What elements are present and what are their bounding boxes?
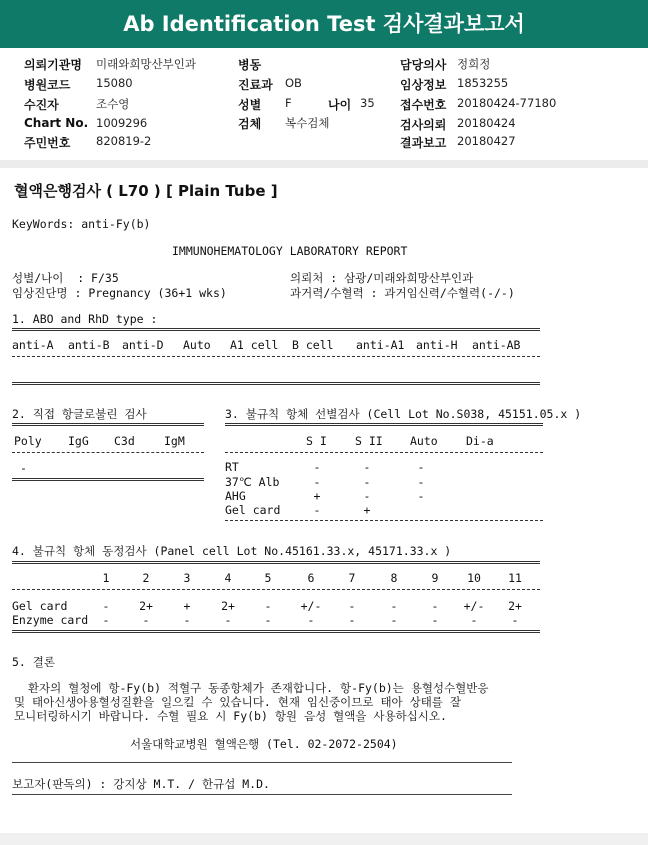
screen-cell: - — [363, 475, 371, 489]
screen-cell: - — [313, 503, 321, 517]
abo-b-cell: B cell — [292, 338, 334, 352]
panel-result-cell: - — [264, 599, 272, 613]
divider — [12, 356, 540, 357]
request-label: 검사의뢰 — [400, 118, 447, 132]
screen-cell: - — [363, 460, 371, 474]
sex-value: F — [285, 96, 292, 110]
panel-cell-number: 2 — [142, 571, 150, 585]
keywords: KeyWords: anti-Fy(b) — [12, 217, 151, 231]
age-label: 나이 — [328, 98, 352, 112]
doctor-value: 정희정 — [457, 57, 491, 71]
panel-result-cell: +/- — [463, 599, 485, 613]
section4-title: 4. 불규칙 항체 동정검사 (Panel cell Lot No.45161.33.x, 45171.33.x ) — [12, 544, 452, 558]
dat-poly: Poly — [14, 434, 42, 448]
divider — [12, 328, 540, 331]
panel-cell-number: 10 — [467, 571, 481, 585]
screen-cell: - — [313, 460, 321, 474]
abo-anti-h: anti-H — [416, 338, 458, 352]
screen-si: S I — [306, 434, 327, 448]
rrn-value: 820819-2 — [96, 134, 152, 148]
patient-info-panel — [0, 48, 648, 160]
diagnosis-line: 임상진단명 : Pregnancy (36+1 wks) — [12, 286, 227, 300]
lab-report-title: IMMUNOHEMATOLOGY LABORATORY REPORT — [172, 244, 408, 258]
panel-result-cell: 2+ — [221, 599, 235, 613]
screen-cell: - — [313, 475, 321, 489]
conclusion-line: 모니터링하시기 바랍니다. 수혈 필요 시 Fy(b) 항원 음성 혈액을 사용하십시오. — [14, 709, 447, 723]
screen-auto: Auto — [410, 434, 438, 448]
specimen-label: 검체 — [238, 117, 262, 131]
screen-cell: - — [363, 489, 371, 503]
screen-sii: S II — [355, 434, 383, 448]
bottom-strip — [0, 833, 648, 845]
patient-value: 조수영 — [96, 97, 130, 111]
divider — [225, 423, 543, 426]
panel-result-cell: - — [348, 599, 356, 613]
panel-result-cell: - — [348, 613, 356, 627]
panel-cell-number: 6 — [307, 571, 315, 585]
report-label: 결과보고 — [400, 136, 447, 150]
panel-result-cell: - — [264, 613, 272, 627]
panel-result-cell: - — [224, 613, 232, 627]
panel-cell-number: 3 — [183, 571, 191, 585]
history-line: 과거력/수혈력 : 과거임신력/수혈력(-/-) — [290, 286, 515, 300]
scanned-report — [0, 168, 648, 845]
reporter-line: 보고자(판독의) : 강지상 M.T. / 한규섭 M.D. — [12, 777, 270, 791]
panel-result-cell: - — [183, 613, 191, 627]
institution-value: 미래와희망산부인과 — [96, 57, 196, 71]
report-heading: 혈액은행검사 ( L70 ) [ Plain Tube ] — [14, 182, 278, 200]
dat-igm: IgM — [164, 434, 185, 448]
patient-label: 수진자 — [24, 98, 59, 112]
conclusion-line: 및 태아신생아용혈성질환을 일으킬 수 있습니다. 현재 임신중이므로 태아 상태를 잘 — [14, 695, 461, 709]
abo-anti-a1: anti-A1 — [356, 338, 405, 352]
chart-label: Chart No. — [24, 116, 89, 130]
dat-poly-value: - — [20, 461, 27, 475]
page-title: Ab Identification Test 검사결과보고서 — [123, 12, 525, 36]
screen-cell: - — [417, 489, 425, 503]
panel-result-cell: - — [102, 599, 110, 613]
referrer-line: 의뢰처 : 삼광/미래와희망산부인과 — [290, 271, 474, 285]
blood-bank-contact: 서울대학교병원 혈액은행 (Tel. 02-2072-2504) — [130, 737, 398, 751]
abo-anti-a: anti-A — [12, 338, 54, 352]
abo-a1-cell: A1 cell — [230, 338, 279, 352]
hospital-code-value: 15080 — [96, 76, 133, 90]
divider — [225, 452, 543, 453]
abo-anti-b: anti-B — [68, 338, 110, 352]
panel-result-cell: - — [511, 613, 519, 627]
conclusion-line: 환자의 혈청에 항-Fy(b) 적혈구 동종항체가 존재합니다. 항-Fy(b)는 용혈성수혈반응 — [14, 681, 489, 695]
receipt-label: 접수번호 — [400, 98, 447, 112]
panel-result-cell: - — [390, 613, 398, 627]
panel-row-label: Gel card — [12, 599, 68, 613]
chart-value: 1009296 — [96, 116, 148, 130]
screen-cell: - — [417, 475, 425, 489]
divider — [12, 589, 540, 590]
panel-result-cell: 2+ — [508, 599, 522, 613]
panel-result-cell: - — [102, 613, 110, 627]
panel-result-cell: 2+ — [139, 599, 153, 613]
dept-value: OB — [285, 76, 302, 90]
abo-anti-d: anti-D — [122, 338, 164, 352]
panel-cell-number: 7 — [348, 571, 356, 585]
divider — [12, 423, 204, 426]
panel-result-cell: - — [307, 613, 315, 627]
screen-dia: Di-a — [466, 434, 494, 448]
divider — [12, 382, 540, 385]
sex-label: 성별 — [238, 98, 262, 112]
panel-cell-number: 9 — [431, 571, 439, 585]
dat-igg: IgG — [68, 434, 89, 448]
divider — [12, 452, 204, 453]
receipt-value: 20180424-77180 — [457, 96, 557, 110]
specimen-value: 복수검체 — [285, 116, 330, 130]
section2-title: 2. 직접 항글로불린 검사 — [12, 407, 147, 421]
panel-cell-number: 5 — [264, 571, 272, 585]
screen-cell: + — [313, 489, 321, 503]
request-value: 20180424 — [457, 116, 516, 130]
section1-title: 1. ABO and RhD type : — [12, 312, 158, 326]
divider — [12, 478, 204, 481]
hospital-code-label: 병원코드 — [24, 78, 71, 92]
screen-cell: - — [417, 460, 425, 474]
divider — [225, 520, 543, 521]
sex-age-line: 성별/나이 : F/35 — [12, 271, 119, 285]
panel-cell-number: 8 — [390, 571, 398, 585]
panel-result-cell: - — [431, 613, 439, 627]
section3-title: 3. 불규칙 항체 선별검사 (Cell Lot No.S038, 45151.05.x ) — [225, 407, 582, 421]
dat-c3d: C3d — [114, 434, 135, 448]
screen-row-label: 37℃ Alb — [225, 475, 280, 489]
divider — [12, 762, 512, 763]
divider — [12, 561, 540, 564]
panel-result-cell: - — [142, 613, 150, 627]
ward-label: 병동 — [238, 58, 262, 72]
dept-label: 진료과 — [238, 78, 273, 92]
screen-row-label: Gel card — [225, 503, 281, 517]
abo-auto: Auto — [183, 338, 211, 352]
screen-cell: + — [363, 503, 371, 517]
panel-row-label: Enzyme card — [12, 613, 89, 627]
title-banner — [0, 0, 648, 48]
panel-cell-number: 4 — [224, 571, 232, 585]
report-value: 20180427 — [457, 134, 516, 148]
panel-cell-number: 1 — [102, 571, 110, 585]
rrn-label: 주민번호 — [24, 136, 71, 150]
abo-anti-ab: anti-AB — [472, 338, 521, 352]
screen-row-label: RT — [225, 460, 239, 474]
clinical-label: 임상정보 — [400, 78, 447, 92]
age-value: 35 — [360, 96, 375, 110]
institution-label: 의뢰기관명 — [24, 58, 82, 72]
divider — [12, 794, 512, 795]
panel-result-cell: - — [431, 599, 439, 613]
panel-result-cell: - — [390, 599, 398, 613]
doctor-label: 담당의사 — [400, 58, 447, 72]
panel-result-cell: +/- — [300, 599, 322, 613]
section-separator — [0, 160, 648, 168]
screen-row-label: AHG — [225, 489, 246, 503]
panel-result-cell: - — [470, 613, 478, 627]
clinical-value: 1853255 — [457, 76, 509, 90]
section5-title: 5. 결론 — [12, 655, 55, 669]
panel-cell-number: 11 — [508, 571, 522, 585]
divider — [12, 630, 540, 633]
panel-result-cell: + — [183, 599, 191, 613]
